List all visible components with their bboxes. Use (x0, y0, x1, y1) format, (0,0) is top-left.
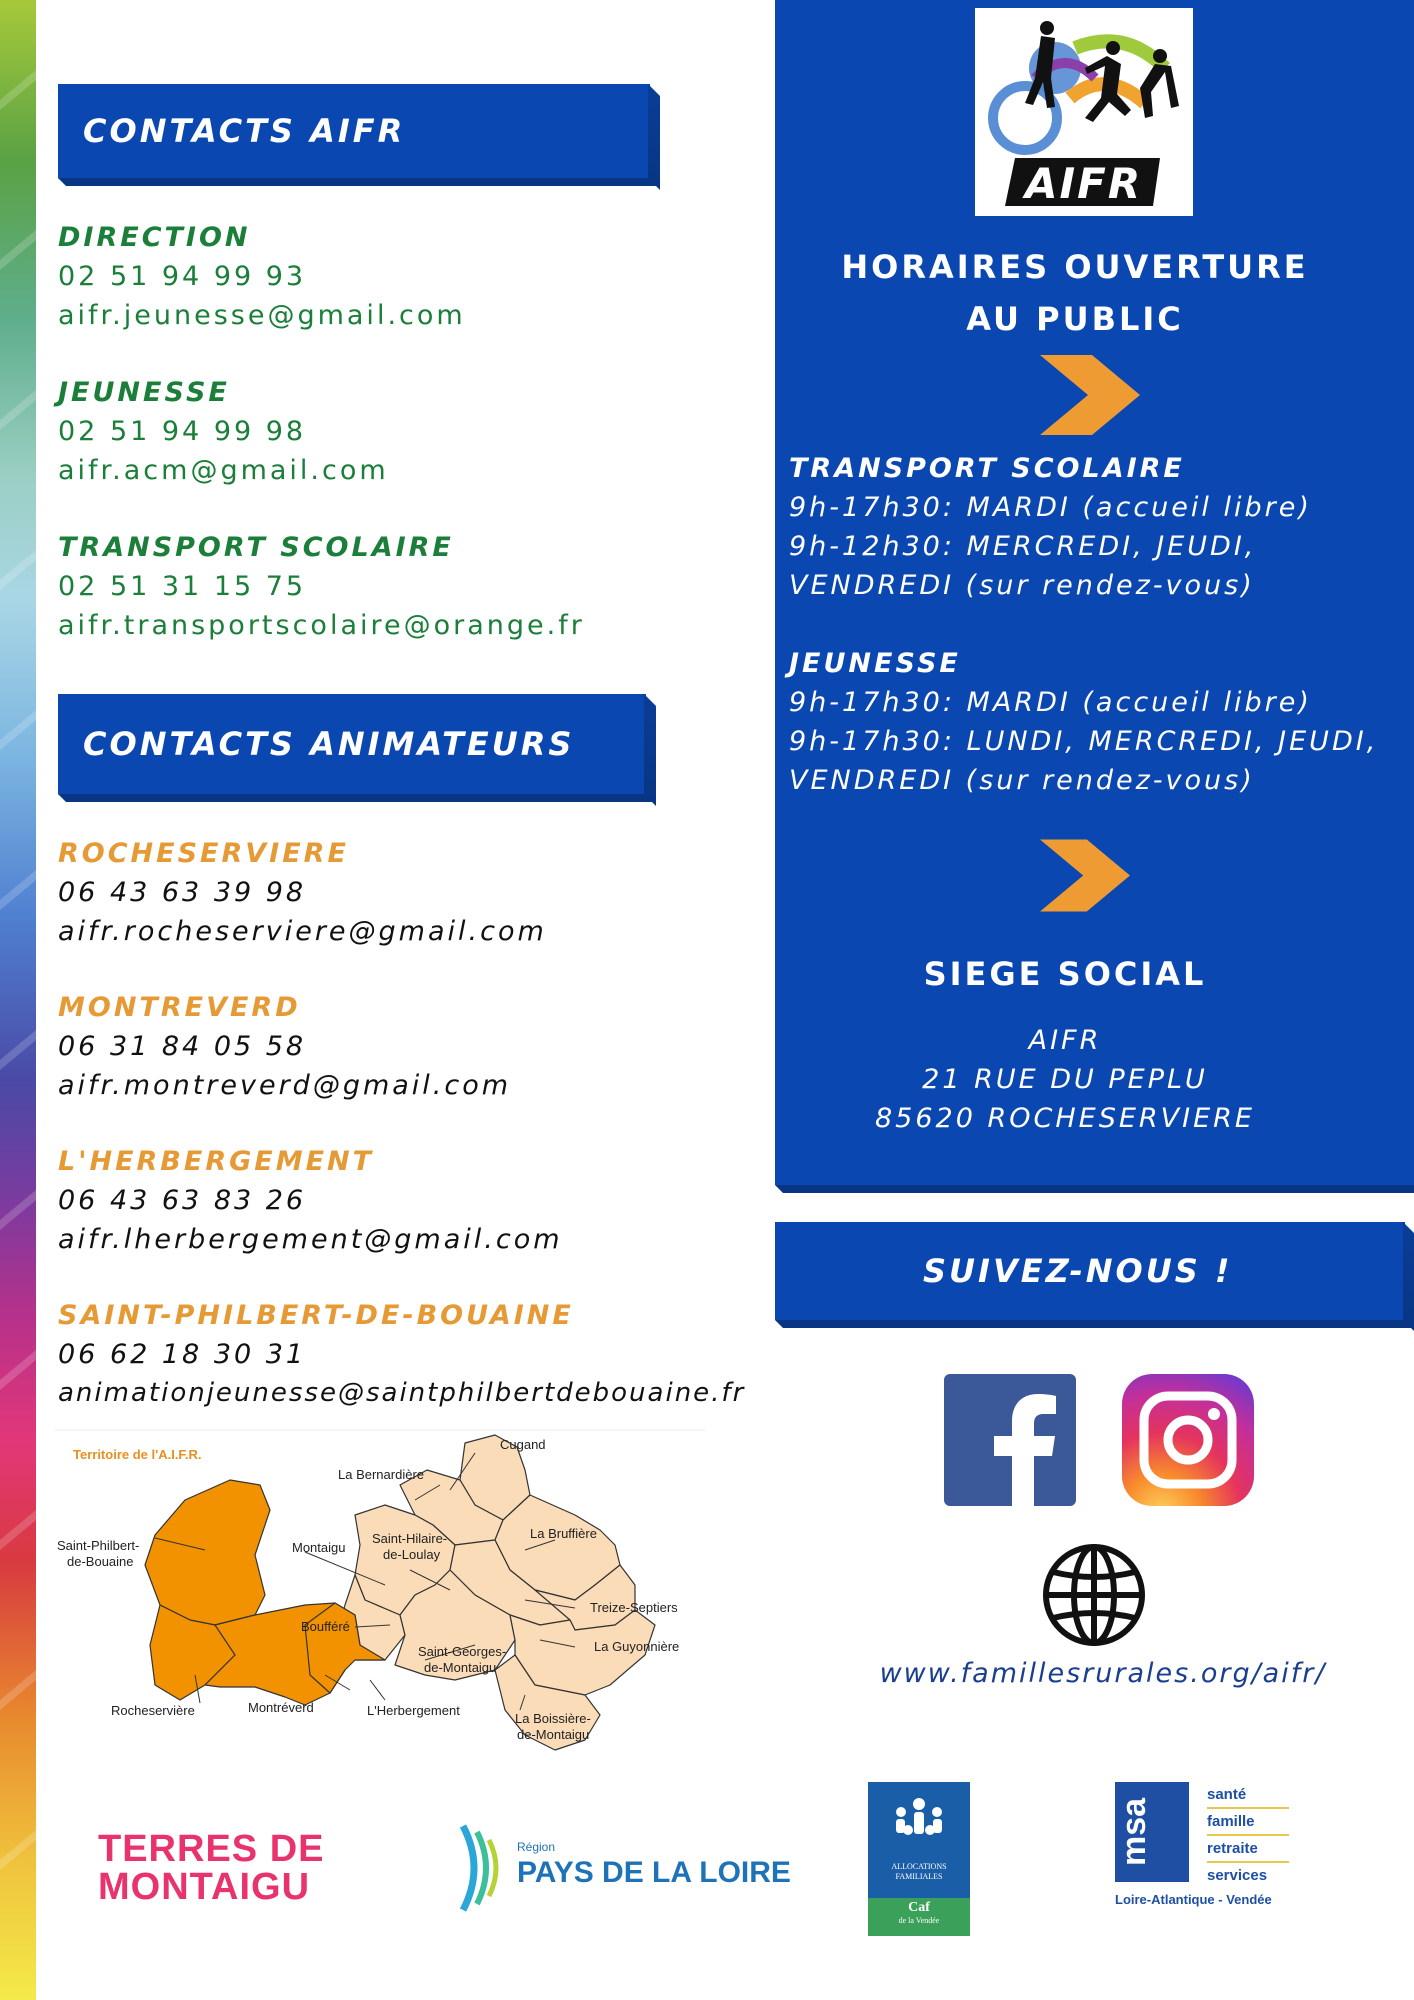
chevron-right-icon (1040, 838, 1130, 913)
map-label-saint-georges-2: de-Montaigu (424, 1660, 497, 1675)
horaires-jeunesse-line2: 9h-17h30: LUNDI, MERCREDI, JEUDI, (789, 726, 1379, 757)
map-label-treize-septiers: Treize-Septiers (590, 1600, 678, 1615)
jeunesse-phone[interactable]: 02 51 94 99 98 (58, 416, 307, 447)
caf-line-2: FAMILIALES (895, 1872, 943, 1881)
msa-tag-2: famille (1207, 1809, 1289, 1836)
caf-people-icon (868, 1786, 970, 1856)
msa-tag-4: services (1207, 1867, 1268, 1884)
transport-label: TRANSPORT SCOLAIRE (58, 532, 454, 563)
map-label-la-guyonniere: La Guyonnière (594, 1639, 680, 1654)
suivez-nous-banner (775, 1222, 1405, 1320)
transport-phone[interactable]: 02 51 31 15 75 (58, 571, 307, 602)
siege-line1: AIFR (1028, 1025, 1102, 1056)
dancers-logo-icon (975, 8, 1193, 216)
herbergement-email[interactable]: aifr.lherbergement@gmail.com (58, 1224, 563, 1255)
caf-line-4: de la Vendée (898, 1916, 940, 1925)
contacts-animateurs-title: CONTACTS ANIMATEURS (83, 725, 575, 763)
map-label-rocheserviere: Rocheservière (111, 1703, 195, 1718)
map-label-la-boissiere-2: de-Montaigu (517, 1727, 590, 1742)
horaires-transport-line3: VENDREDI (sur rendez-vous) (789, 570, 1255, 601)
saintphilbert-phone[interactable]: 06 62 18 30 31 (58, 1339, 307, 1370)
herbergement-phone[interactable]: 06 43 63 83 26 (58, 1185, 307, 1216)
transport-email[interactable]: aifr.transportscolaire@orange.fr (58, 610, 585, 641)
msa-mark-text: msa (1115, 1797, 1153, 1867)
siege-social-title: SIEGE SOCIAL (923, 955, 1207, 993)
horaires-jeunesse-label: JEUNESSE (789, 648, 961, 679)
caf-logo (868, 1782, 970, 1936)
facebook-icon[interactable] (944, 1374, 1076, 1506)
aifr-logo (975, 8, 1193, 216)
globe-icon[interactable] (1041, 1542, 1147, 1648)
rainbow-side-strip (0, 0, 36, 2000)
saintphilbert-email[interactable]: animationjeunesse@saintphilbertdebouaine.fr (58, 1378, 746, 1408)
map-label-la-boissiere-1: La Boissière- (515, 1711, 591, 1726)
map-label-montaigu: Montaigu (292, 1540, 346, 1555)
caf-line-1: ALLOCATIONS (891, 1862, 947, 1871)
jeunesse-label: JEUNESSE (58, 377, 230, 408)
region-name: PAYS DE LA LOIRE (517, 1856, 791, 1889)
msa-mark (1115, 1782, 1189, 1882)
caf-line-3: Caf (908, 1900, 930, 1915)
map-label-la-bruffiere: La Bruffière (530, 1526, 597, 1541)
msa-bottom: Loire-Atlantique - Vendée (1115, 1892, 1272, 1907)
map-label-montreverd: Montréverd (248, 1700, 314, 1715)
montreverd-label: MONTREVERD (58, 992, 301, 1023)
msa-logo (1115, 1782, 1295, 1912)
horaires-title-line2: AU PUBLIC (966, 300, 1184, 338)
website-link[interactable]: www.famillesrurales.org/aifr/ (879, 1658, 1327, 1689)
map-label-cugand: Cugand (500, 1437, 546, 1452)
map-label-bouffere: Boufféré (301, 1619, 350, 1634)
direction-email[interactable]: aifr.jeunesse@gmail.com (58, 300, 466, 331)
rocheserviere-label: ROCHESERVIERE (58, 838, 349, 869)
terres-de-montaigu-logo (98, 1830, 324, 1906)
region-small-label: Région (517, 1840, 556, 1854)
montreverd-email[interactable]: aifr.montreverd@gmail.com (58, 1070, 512, 1101)
map-label-saint-hilaire-1: Saint-Hilaire- (372, 1531, 448, 1546)
rocheserviere-phone[interactable]: 06 43 63 39 98 (58, 877, 307, 908)
map-label-la-bernardiere: La Bernardière (338, 1467, 424, 1482)
aifr-logo-text: AIFR (1025, 159, 1143, 208)
instagram-icon[interactable] (1122, 1374, 1254, 1506)
contacts-aifr-banner (58, 84, 650, 178)
direction-label: DIRECTION (58, 222, 251, 253)
msa-tagline (1207, 1782, 1289, 1888)
horaires-jeunesse-line1: 9h-17h30: MARDI (accueil libre) (789, 687, 1312, 718)
map-label-saint-georges-1: Saint-Georges- (418, 1644, 507, 1659)
msa-tag-3: retraite (1207, 1836, 1289, 1863)
siege-line2: 21 RUE DU PEPLU (922, 1064, 1208, 1095)
direction-phone[interactable]: 02 51 94 99 93 (58, 261, 307, 292)
horaires-transport-line1: 9h-17h30: MARDI (accueil libre) (789, 492, 1312, 523)
chevron-right-icon (1040, 355, 1140, 435)
territory-map (55, 1425, 705, 1795)
region-arcs-icon (455, 1822, 515, 1914)
montreverd-phone[interactable]: 06 31 84 05 58 (58, 1031, 307, 1062)
map-label-saint-hilaire-2: de-Loulay (383, 1547, 441, 1562)
map-label-saint-philbert-1: Saint-Philbert- (57, 1538, 140, 1553)
herbergement-label: L'HERBERGEMENT (58, 1146, 375, 1177)
map-label-saint-philbert-2: de-Bouaine (67, 1554, 134, 1569)
contacts-aifr-title: CONTACTS AIFR (83, 112, 406, 150)
horaires-transport-label: TRANSPORT SCOLAIRE (789, 453, 1185, 484)
siege-line3: 85620 ROCHESERVIERE (875, 1103, 1255, 1134)
msa-tag-1: santé (1207, 1782, 1289, 1809)
terres-line-1: TERRES DE (98, 1828, 325, 1870)
map-label-lherbergement: L'Herbergement (367, 1703, 460, 1718)
pays-de-la-loire-logo (455, 1822, 791, 1914)
terres-line-2: MONTAIGU (98, 1866, 311, 1908)
suivez-nous-title: SUIVEZ-NOUS ! (923, 1252, 1233, 1290)
contacts-animateurs-banner (58, 694, 646, 794)
rocheserviere-email[interactable]: aifr.rocheserviere@gmail.com (58, 916, 547, 947)
horaires-title-line1: HORAIRES OUVERTURE (841, 248, 1309, 286)
jeunesse-email[interactable]: aifr.acm@gmail.com (58, 455, 389, 486)
map-title: Territoire de l'A.I.F.R. (73, 1447, 202, 1462)
horaires-jeunesse-line3: VENDREDI (sur rendez-vous) (789, 765, 1255, 796)
saintphilbert-label: SAINT-PHILBERT-DE-BOUAINE (58, 1300, 574, 1331)
horaires-transport-line2: 9h-12h30: MERCREDI, JEUDI, (789, 531, 1257, 562)
